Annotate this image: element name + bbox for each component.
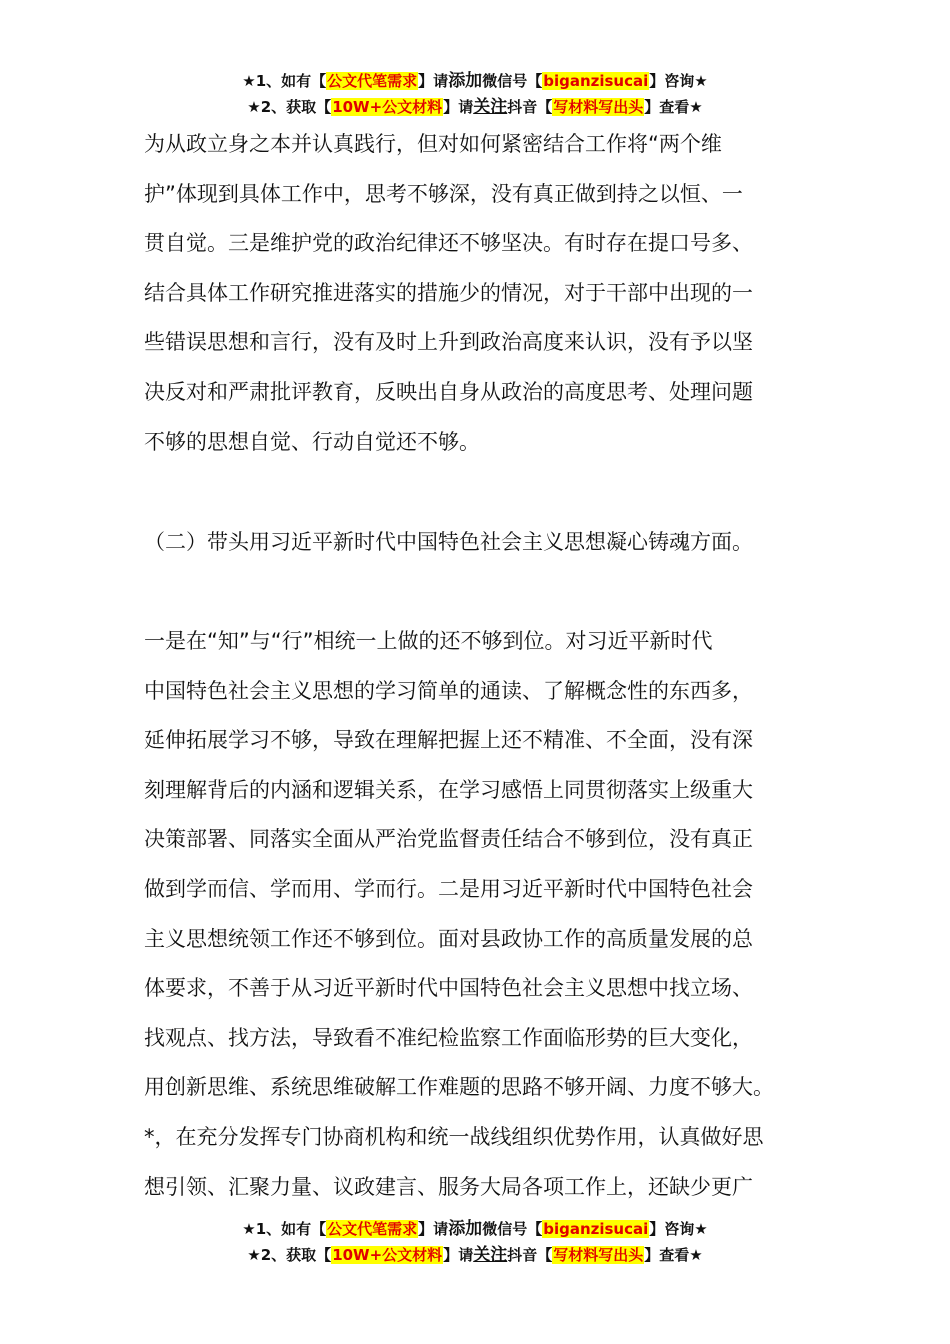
- paragraph-line: 刻理解背后的内涵和逻辑关系，在学习感悟上同贯彻落实上级重大: [144, 777, 753, 802]
- banner-text: 】请: [418, 72, 449, 90]
- banner-text: 】查看★: [644, 1246, 703, 1264]
- paragraph-line: 体要求，不善于从习近平新时代中国特色社会主义思想中找立场、: [144, 976, 753, 1001]
- banner-highlight: 10W+公文材料: [332, 98, 443, 116]
- paragraph-line: *，在充分发挥专门协商机构和统一战线组织优势作用，认真做好思: [144, 1124, 764, 1149]
- paragraph-line: 找观点、找方法，导致看不准纪检监察工作面临形势的巨大变化，: [144, 1025, 753, 1050]
- paragraph-2: [144, 617, 824, 1212]
- banner-line-2: [0, 1242, 950, 1268]
- header-banner: [0, 68, 950, 120]
- paragraph-1: [144, 120, 824, 467]
- paragraph-line: 决策部署、同落实全面从严治党监督责任结合不够到位，没有真正: [144, 827, 753, 852]
- paragraph-line: 延伸拓展学习不够，导致在理解把握上还不精准、不全面，没有深: [144, 728, 753, 753]
- banner-douyin-id: 写材料写出头: [553, 98, 644, 116]
- banner-text: 微信号【: [482, 72, 543, 90]
- paragraph-line: 贯自觉。三是维护党的政治纪律还不够坚决。有时存在提口号多、: [144, 231, 753, 256]
- banner-emphasis: 添加: [448, 71, 483, 91]
- paragraph-line: 护”体现到具体工作中，思考不够深，没有真正做到持之以恒、一: [144, 181, 743, 206]
- banner-text: ★1、如有【: [242, 1220, 327, 1238]
- banner-line-2: [0, 94, 950, 120]
- banner-text: 】咨询★: [649, 72, 708, 90]
- banner-text: 微信号【: [482, 1220, 543, 1238]
- paragraph-line: 做到学而信、学而用、学而行。二是用习近平新时代中国特色社会: [144, 876, 753, 901]
- banner-text: 】请: [443, 1246, 474, 1264]
- paragraph-line: 结合具体工作研究推进落实的措施少的情况，对于干部中出现的一: [144, 280, 753, 305]
- banner-highlight: 公文代笔需求: [327, 72, 418, 90]
- paragraph-line: 些错误思想和言行，没有及时上升到政治高度来认识，没有予以坚: [144, 330, 753, 355]
- banner-text: 】请: [443, 98, 474, 116]
- banner-emphasis: 关注: [473, 1245, 508, 1265]
- banner-text: 】咨询★: [649, 1220, 708, 1238]
- banner-emphasis: 添加: [448, 1219, 483, 1239]
- paragraph-line: 中国特色社会主义思想的学习简单的通读、了解概念性的东西多，: [144, 678, 753, 703]
- paragraph-line: 不够的思想自觉、行动自觉还不够。: [144, 429, 480, 454]
- banner-emphasis: 关注: [473, 97, 508, 117]
- banner-douyin-id: 写材料写出头: [553, 1246, 644, 1264]
- banner-wechat-id: biganzisucai: [543, 1220, 649, 1238]
- section-heading-text: （二）带头用习近平新时代中国特色社会主义思想凝心铸魂方面。: [144, 530, 753, 554]
- banner-text: 抖音【: [507, 98, 553, 116]
- paragraph-line: 主义思想统领工作还不够到位。面对县政协工作的高质量发展的总: [144, 926, 753, 951]
- paragraph-line: 决反对和严肃批评教育，反映出自身从政治的高度思考、处理问题: [144, 379, 753, 404]
- banner-line-1: [0, 68, 950, 94]
- banner-text: ★1、如有【: [242, 72, 327, 90]
- banner-wechat-id: biganzisucai: [543, 72, 649, 90]
- banner-highlight: 10W+公文材料: [332, 1246, 443, 1264]
- section-heading: [144, 518, 824, 568]
- paragraph-line: 想引领、汇聚力量、议政建言、服务大局各项工作上，还缺少更广: [144, 1174, 753, 1199]
- paragraph-line: 为从政立身之本并认真践行，但对如何紧密结合工作将“两个维: [144, 132, 722, 156]
- footer-banner: [0, 1216, 950, 1268]
- paragraph-line: 用创新思维、系统思维破解工作难题的思路不够开阔、力度不够大。: [144, 1075, 774, 1100]
- banner-highlight: 公文代笔需求: [327, 1220, 418, 1238]
- banner-line-1: [0, 1216, 950, 1242]
- banner-text: ★2、获取【: [247, 98, 332, 116]
- banner-text: 】查看★: [644, 98, 703, 116]
- banner-text: 】请: [418, 1220, 449, 1238]
- banner-text: 抖音【: [507, 1246, 553, 1264]
- paragraph-line: 一是在“知”与“行”相统一上做的还不够到位。对习近平新时代: [144, 629, 713, 653]
- banner-text: ★2、获取【: [247, 1246, 332, 1264]
